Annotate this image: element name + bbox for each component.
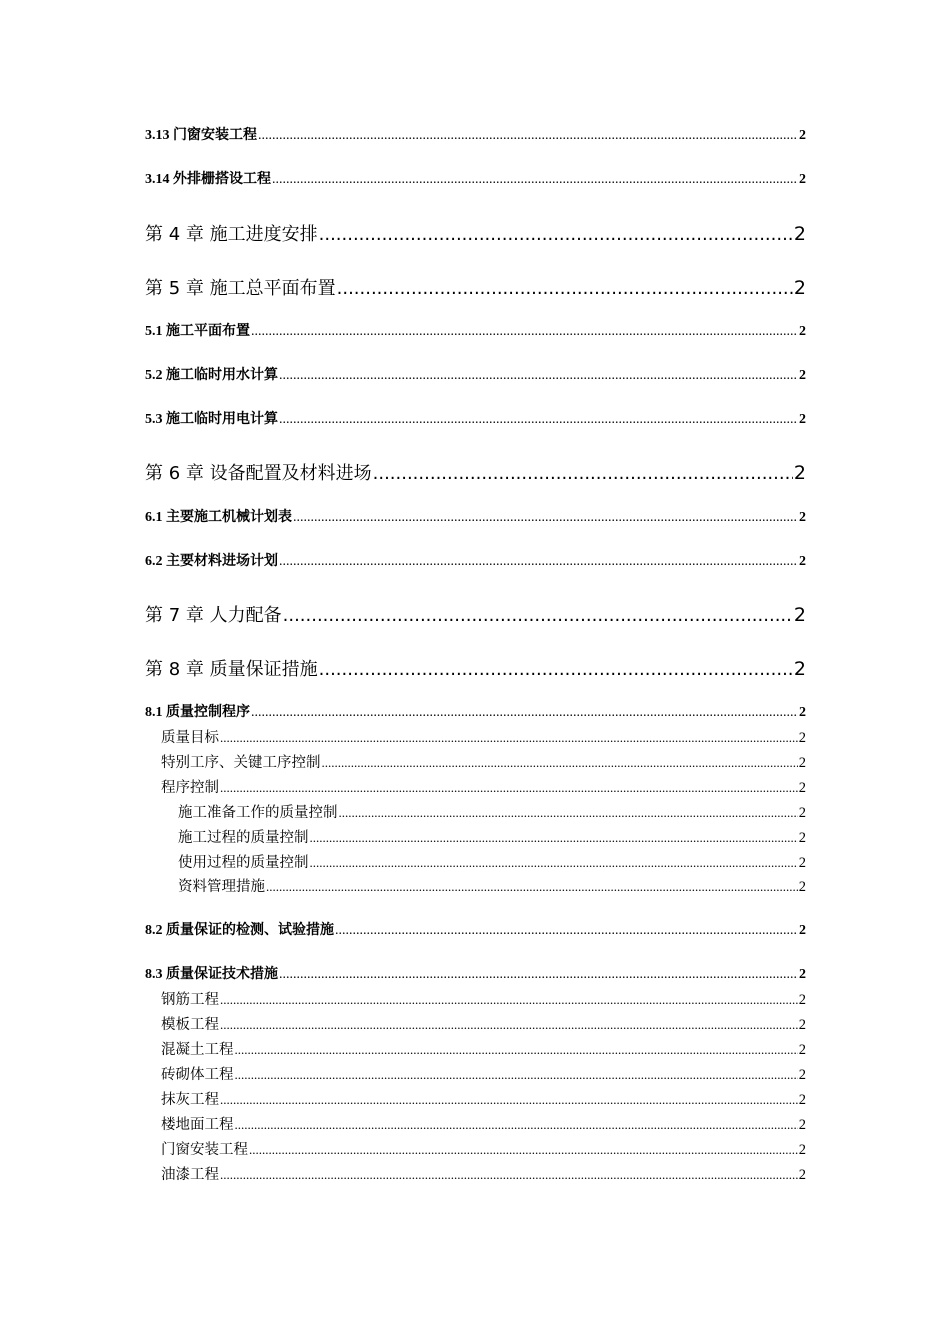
toc-entry-6-1[interactable] xyxy=(145,508,806,528)
toc-entry-label: 第 5 章 施工总平面布置 xyxy=(145,278,336,299)
toc-entry-label: 3.13 门窗安装工程 xyxy=(145,128,257,143)
toc-dot-leader xyxy=(310,853,798,873)
toc-entry-page: 2 xyxy=(798,1117,806,1133)
toc-entry-preparation-quality-control[interactable] xyxy=(178,803,806,823)
toc-entry-chapter-4[interactable] xyxy=(145,222,806,246)
toc-entry-label: 抹灰工程 xyxy=(161,1092,219,1108)
toc-dot-leader xyxy=(235,1065,798,1085)
toc-entry-page: 2 xyxy=(799,705,806,720)
toc-dot-leader xyxy=(310,828,798,848)
toc-entry-page: 2 xyxy=(793,277,806,299)
toc-entry-page: 2 xyxy=(799,172,806,187)
toc-entry-masonry[interactable] xyxy=(161,1065,806,1085)
toc-entry-flooring[interactable] xyxy=(161,1115,806,1135)
toc-entry-page: 2 xyxy=(798,879,806,895)
toc-dot-leader xyxy=(258,126,798,146)
toc-dot-leader xyxy=(251,322,798,342)
toc-entry-page: 2 xyxy=(798,855,806,871)
toc-entry-page: 2 xyxy=(799,923,806,938)
toc-dot-leader xyxy=(220,1165,798,1185)
toc-entry-label: 质量目标 xyxy=(161,730,219,746)
toc-dot-leader xyxy=(279,410,798,430)
toc-entry-label: 门窗安装工程 xyxy=(161,1142,248,1158)
toc-dot-leader xyxy=(251,703,798,723)
toc-entry-page: 2 xyxy=(793,604,806,626)
toc-entry-label: 8.2 质量保证的检测、试验措施 xyxy=(145,923,334,938)
toc-entry-rebar-works[interactable] xyxy=(161,990,806,1010)
toc-entry-page: 2 xyxy=(798,1017,806,1033)
toc-entry-page: 2 xyxy=(798,780,806,796)
toc-entry-label: 第 6 章 设备配置及材料进场 xyxy=(145,463,372,484)
toc-entry-page: 2 xyxy=(793,658,806,680)
toc-dot-leader xyxy=(339,803,798,823)
toc-dot-leader xyxy=(319,658,793,681)
toc-entry-page: 2 xyxy=(799,412,806,427)
toc-entry-chapter-5[interactable] xyxy=(145,276,806,300)
toc-entry-label: 5.3 施工临时用电计算 xyxy=(145,412,278,427)
toc-entry-page: 2 xyxy=(793,462,806,484)
toc-dot-leader xyxy=(279,552,798,572)
toc-dot-leader xyxy=(283,604,793,627)
toc-entry-usage-quality-control[interactable] xyxy=(178,853,806,873)
toc-entry-label: 资料管理措施 xyxy=(178,879,265,895)
toc-entry-page: 2 xyxy=(798,805,806,821)
toc-entry-label: 施工准备工作的质量控制 xyxy=(178,805,338,821)
toc-entry-label: 5.2 施工临时用水计算 xyxy=(145,368,278,383)
toc-entry-chapter-7[interactable] xyxy=(145,603,806,627)
toc-entry-door-window-installation[interactable] xyxy=(161,1140,806,1160)
toc-dot-leader xyxy=(235,1115,798,1135)
toc-dot-leader xyxy=(373,462,793,485)
toc-dot-leader xyxy=(220,778,798,798)
toc-dot-leader xyxy=(220,990,798,1010)
toc-entry-label: 8.3 质量保证技术措施 xyxy=(145,967,278,982)
toc-entry-3-13[interactable] xyxy=(145,126,806,146)
toc-entry-plastering[interactable] xyxy=(161,1090,806,1110)
toc-entry-5-3[interactable] xyxy=(145,410,806,430)
toc-entry-construction-quality-control[interactable] xyxy=(178,828,806,848)
toc-entry-label: 8.1 质量控制程序 xyxy=(145,705,250,720)
toc-entry-label: 5.1 施工平面布置 xyxy=(145,324,250,339)
toc-entry-concrete[interactable] xyxy=(161,1040,806,1060)
toc-dot-leader xyxy=(235,1040,798,1060)
toc-entry-quality-target[interactable] xyxy=(161,728,806,748)
toc-entry-page: 2 xyxy=(793,223,806,245)
toc-entry-label: 砖砌体工程 xyxy=(161,1067,234,1083)
toc-entry-procedure-control[interactable] xyxy=(161,778,806,798)
toc-entry-6-2[interactable] xyxy=(145,552,806,572)
toc-entry-page: 2 xyxy=(798,1092,806,1108)
toc-entry-page: 2 xyxy=(798,1142,806,1158)
toc-entry-page: 2 xyxy=(798,730,806,746)
toc-dot-leader xyxy=(249,1140,798,1160)
toc-entry-8-3[interactable] xyxy=(145,965,806,985)
toc-entry-label: 模板工程 xyxy=(161,1017,219,1033)
toc-entry-page: 2 xyxy=(799,510,806,525)
toc-entry-label: 第 4 章 施工进度安排 xyxy=(145,224,318,245)
toc-entry-painting[interactable] xyxy=(161,1165,806,1185)
toc-entry-8-1[interactable] xyxy=(145,703,806,723)
toc-entry-page: 2 xyxy=(799,967,806,982)
toc-entry-label: 钢筋工程 xyxy=(161,992,219,1008)
toc-entry-label: 6.2 主要材料进场计划 xyxy=(145,554,278,569)
toc-entry-5-2[interactable] xyxy=(145,366,806,386)
toc-entry-label: 混凝土工程 xyxy=(161,1042,234,1058)
toc-entry-page: 2 xyxy=(798,755,806,771)
toc-entry-5-1[interactable] xyxy=(145,322,806,342)
toc-entry-document-management[interactable] xyxy=(178,877,806,897)
toc-entry-label: 第 7 章 人力配备 xyxy=(145,605,282,626)
toc-entry-page: 2 xyxy=(798,1167,806,1183)
toc-entry-page: 2 xyxy=(799,128,806,143)
toc-dot-leader xyxy=(319,223,793,246)
toc-dot-leader xyxy=(272,170,798,190)
toc-dot-leader xyxy=(293,508,798,528)
toc-entry-page: 2 xyxy=(798,1067,806,1083)
toc-entry-page: 2 xyxy=(799,324,806,339)
toc-dot-leader xyxy=(220,728,798,748)
toc-dot-leader xyxy=(335,921,798,941)
toc-entry-formwork[interactable] xyxy=(161,1015,806,1035)
toc-entry-page: 2 xyxy=(798,1042,806,1058)
toc-entry-page: 2 xyxy=(799,554,806,569)
toc-entry-page: 2 xyxy=(798,830,806,846)
toc-dot-leader xyxy=(220,1090,798,1110)
toc-dot-leader xyxy=(220,1015,798,1035)
toc-entry-label: 第 8 章 质量保证措施 xyxy=(145,659,318,680)
toc-entry-label: 特别工序、关键工序控制 xyxy=(161,755,321,771)
toc-entry-key-process-control[interactable] xyxy=(161,753,806,773)
toc-entry-label: 使用过程的质量控制 xyxy=(178,855,309,871)
toc-entry-3-14[interactable] xyxy=(145,170,806,190)
toc-entry-8-2[interactable] xyxy=(145,921,806,941)
toc-entry-chapter-8[interactable] xyxy=(145,657,806,681)
toc-entry-label: 施工过程的质量控制 xyxy=(178,830,309,846)
toc-dot-leader xyxy=(337,277,793,300)
toc-dot-leader xyxy=(279,965,798,985)
toc-entry-label: 油漆工程 xyxy=(161,1167,219,1183)
toc-entry-label: 3.14 外排栅搭设工程 xyxy=(145,172,271,187)
toc-dot-leader xyxy=(322,753,798,773)
toc-entry-label: 6.1 主要施工机械计划表 xyxy=(145,510,292,525)
toc-entry-page: 2 xyxy=(799,368,806,383)
toc-entry-label: 楼地面工程 xyxy=(161,1117,234,1133)
toc-dot-leader xyxy=(279,366,798,386)
toc-entry-label: 程序控制 xyxy=(161,780,219,796)
toc-entry-page: 2 xyxy=(798,992,806,1008)
toc-entry-chapter-6[interactable] xyxy=(145,461,806,485)
toc-dot-leader xyxy=(266,877,798,897)
